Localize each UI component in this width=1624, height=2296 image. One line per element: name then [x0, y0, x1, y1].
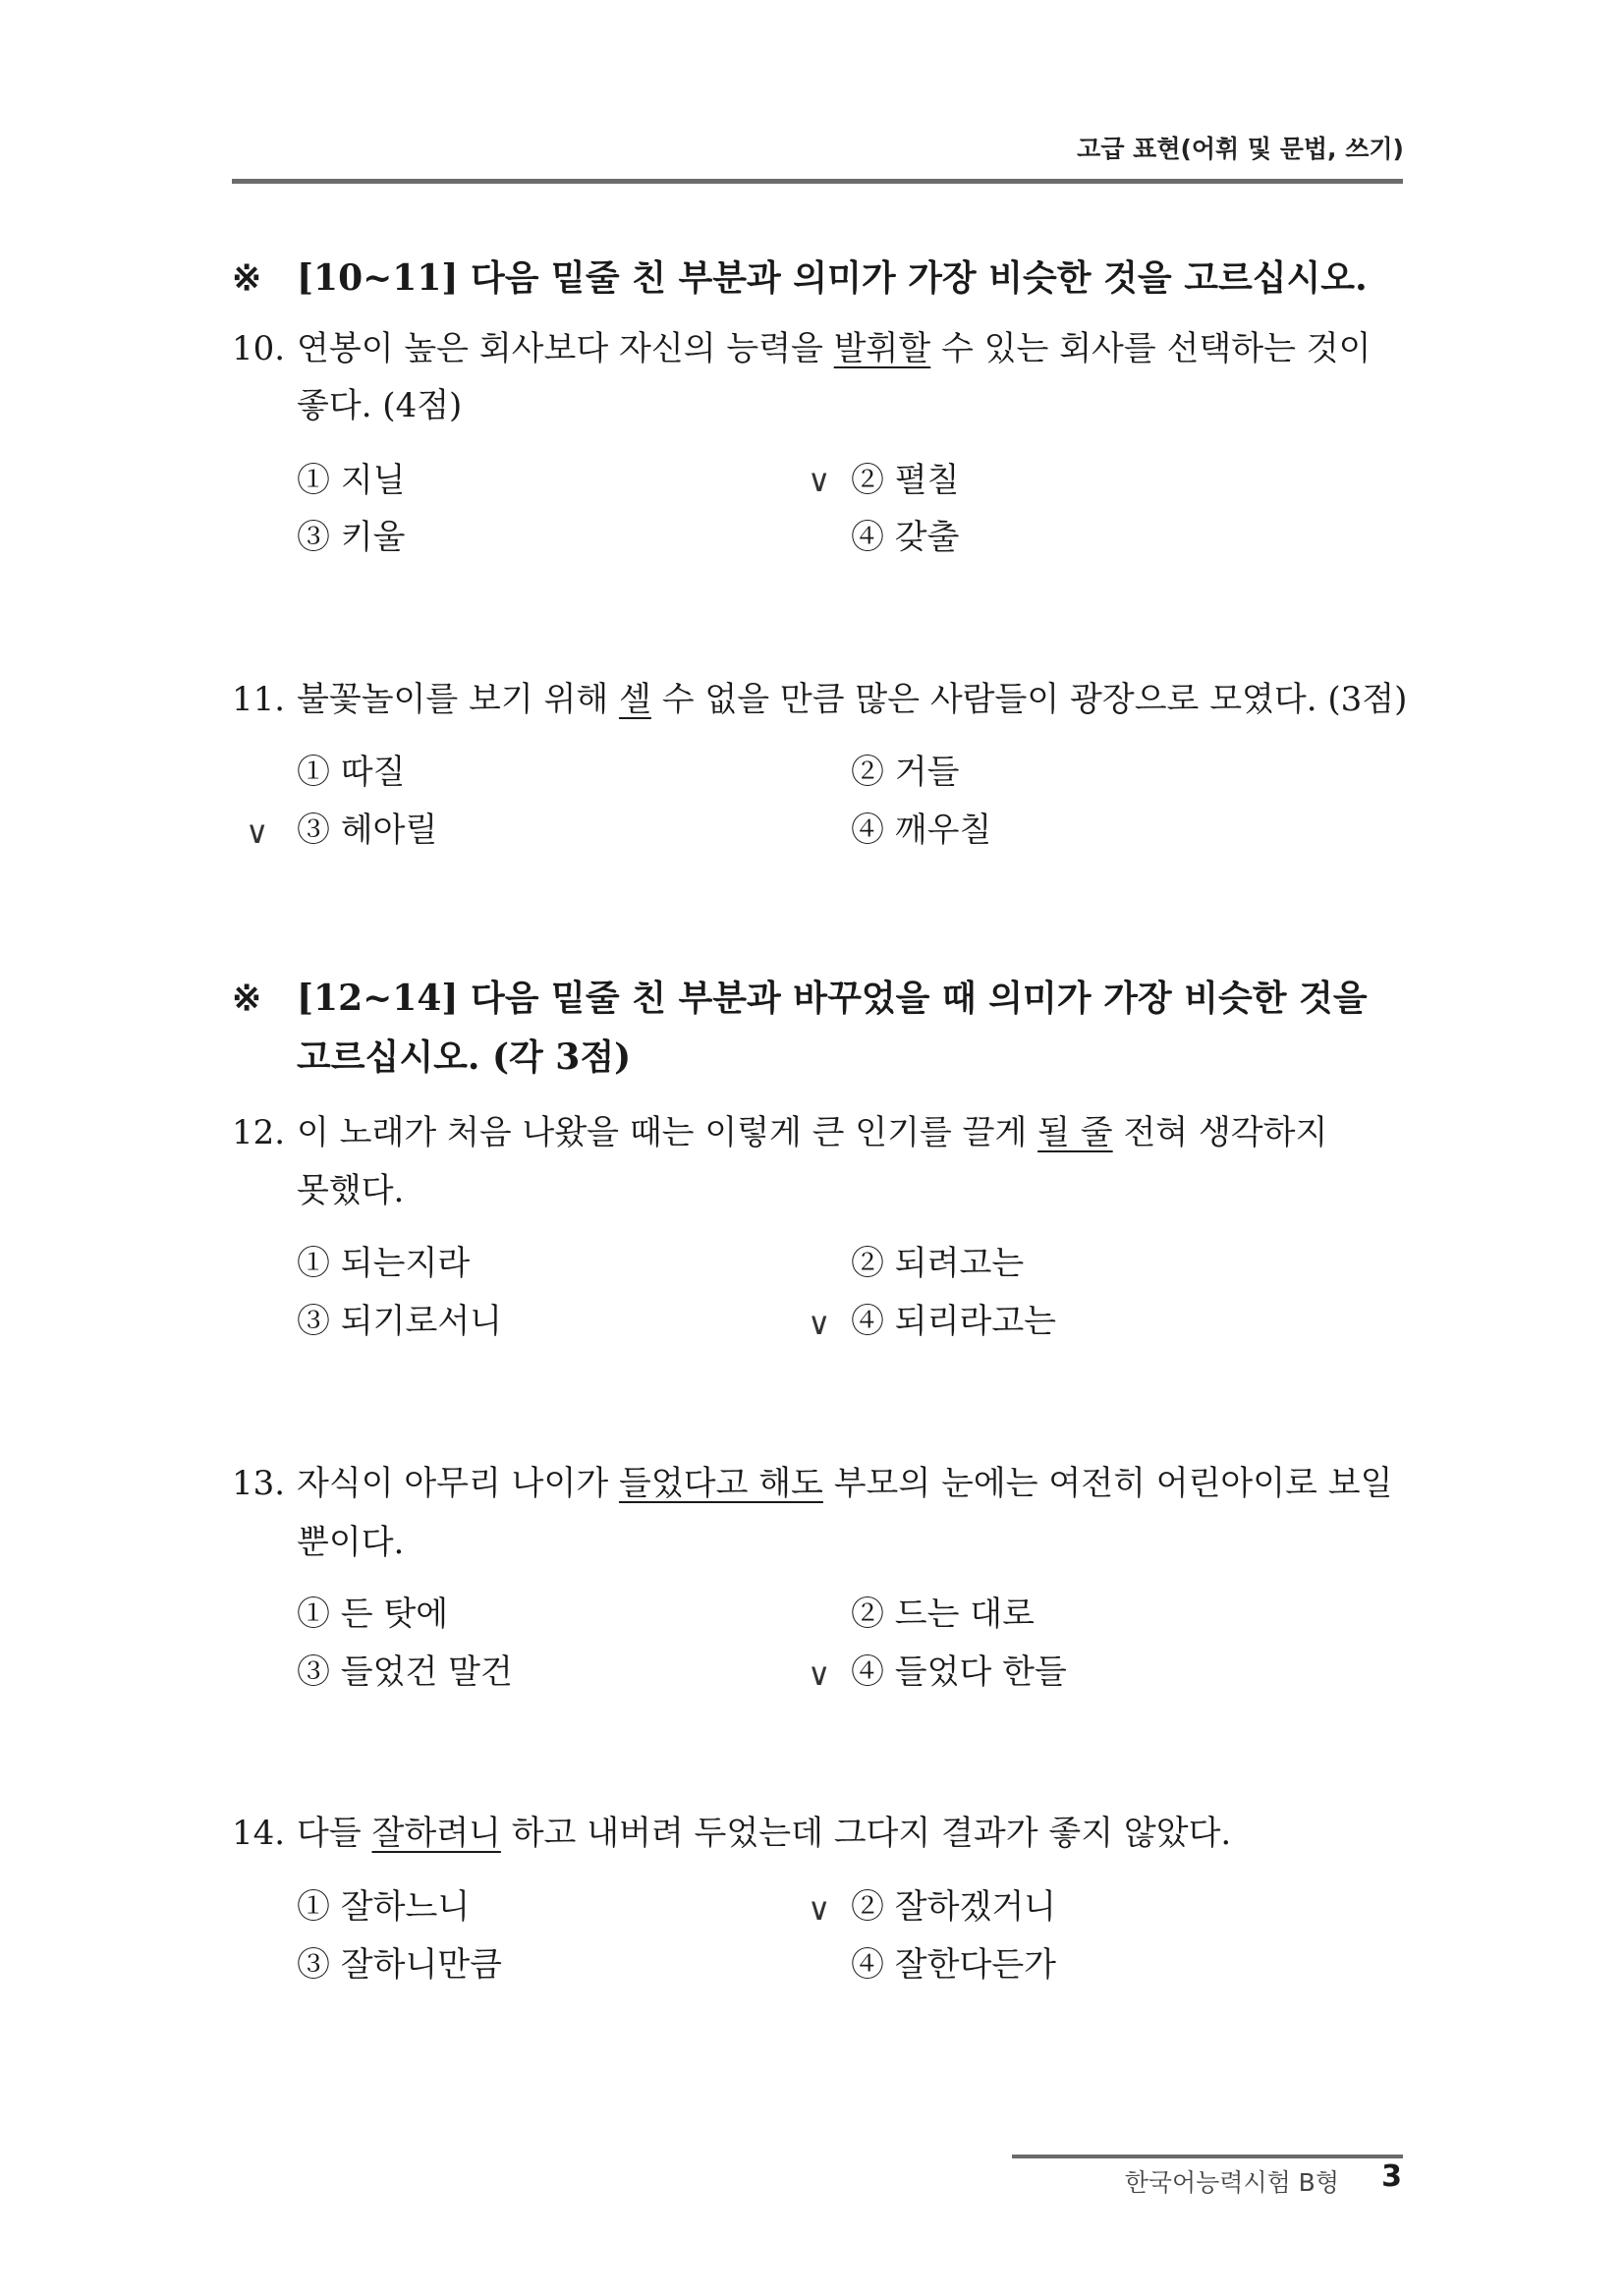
header-rule — [232, 179, 1403, 184]
underlined-phrase: 발휘할 — [833, 329, 931, 368]
question-text-post: 전혀 생각하지 — [1112, 1113, 1328, 1152]
q10-option-2[interactable]: ② 펼칠 — [851, 461, 960, 500]
check-mark: ∨ — [808, 462, 831, 499]
question-text-pre: 이 노래가 처음 나왔을 때는 이렇게 큰 인기를 끌게 — [297, 1113, 1038, 1152]
question-13-line2: 뿐이다. — [297, 1523, 405, 1562]
check-mark: ∨ — [808, 1890, 831, 1928]
question-14 — [232, 1805, 1231, 1862]
q11-option-4[interactable]: ④ 깨우칠 — [851, 811, 992, 850]
q13-option-4[interactable]: ④ 들었다 한들 — [851, 1652, 1067, 1692]
question-number: 12. — [232, 1113, 286, 1152]
q11-option-3[interactable]: ③ 헤아릴 — [297, 811, 438, 850]
q12-option-2[interactable]: ② 되려고는 — [851, 1244, 1025, 1283]
instruction-text: [10~11] 다음 밑줄 친 부분과 의미가 가장 비슷한 것을 고르십시오. — [297, 257, 1368, 299]
q14-option-4[interactable]: ④ 잘한다든가 — [851, 1945, 1057, 1985]
q14-option-1[interactable]: ① 잘하느니 — [297, 1887, 471, 1927]
underlined-phrase: 될 줄 — [1037, 1113, 1113, 1152]
question-12-line2: 못했다. — [297, 1171, 405, 1210]
question-text-post: 수 있는 회사를 선택하는 것이 — [930, 329, 1372, 368]
underlined-phrase: 잘하려니 — [371, 1814, 501, 1853]
q12-option-1[interactable]: ① 되는지라 — [297, 1244, 471, 1283]
q13-option-3[interactable]: ③ 들었건 말건 — [297, 1652, 513, 1692]
instruction-12-14-line2: 고르십시오. (각 3점) — [297, 1036, 632, 1078]
footer-text: 한국어능력시험 B형 — [1124, 2168, 1339, 2197]
question-text-post: 부모의 눈에는 여전히 어린아이로 보일 — [822, 1464, 1393, 1503]
question-10 — [232, 320, 1371, 377]
question-number: 13. — [232, 1464, 286, 1503]
check-mark: ∨ — [808, 1655, 831, 1693]
reference-mark: ※ — [232, 257, 262, 299]
question-text-pre: 불꽃놀이를 보기 위해 — [297, 680, 620, 719]
question-text-post: 하고 내버려 두었는데 그다지 결과가 좋지 않았다. — [500, 1814, 1232, 1853]
q13-option-1[interactable]: ① 든 탓에 — [297, 1595, 449, 1634]
footer-rule — [1012, 2155, 1403, 2158]
q10-option-3[interactable]: ③ 키울 — [297, 518, 406, 557]
question-12 — [232, 1104, 1327, 1161]
underlined-phrase: 셀 — [619, 680, 651, 719]
q12-option-3[interactable]: ③ 되기로서니 — [297, 1302, 503, 1341]
check-mark: ∨ — [246, 813, 269, 851]
question-text-pre: 자식이 아무리 나이가 — [297, 1464, 620, 1503]
question-number: 11. — [232, 680, 286, 719]
instruction-text: [12~14] 다음 밑줄 친 부분과 바꾸었을 때 의미가 가장 비슷한 것을 — [297, 978, 1368, 1019]
question-13 — [232, 1455, 1392, 1512]
question-number: 10. — [232, 329, 286, 368]
question-text-pre: 다들 — [297, 1814, 372, 1853]
q10-option-4[interactable]: ④ 갖출 — [851, 518, 960, 557]
q13-option-2[interactable]: ② 드는 대로 — [851, 1595, 1035, 1634]
page-number: 3 — [1381, 2159, 1402, 2194]
instruction-10-11 — [232, 250, 1368, 307]
q11-option-2[interactable]: ② 거들 — [851, 753, 960, 792]
q10-option-1[interactable]: ① 지닐 — [297, 461, 406, 500]
q11-option-1[interactable]: ① 따질 — [297, 753, 406, 792]
section-title: 고급 표현(어휘 및 문법, 쓰기) — [1077, 135, 1404, 163]
question-10-line2: 좋다. (4점) — [297, 386, 463, 425]
q12-option-4[interactable]: ④ 되리라고는 — [851, 1302, 1057, 1341]
reference-mark: ※ — [232, 978, 262, 1019]
question-text-post: 수 없을 만큼 많은 사람들이 광장으로 모였다. (3점) — [650, 680, 1408, 719]
underlined-phrase: 들었다고 해도 — [619, 1464, 823, 1503]
q14-option-2[interactable]: ② 잘하겠거니 — [851, 1887, 1057, 1927]
q14-option-3[interactable]: ③ 잘하니만큼 — [297, 1945, 503, 1985]
check-mark: ∨ — [808, 1305, 831, 1342]
question-number: 14. — [232, 1814, 286, 1853]
question-11 — [232, 671, 1407, 728]
question-text-pre: 연봉이 높은 회사보다 자신의 능력을 — [297, 329, 834, 368]
instruction-12-14 — [232, 970, 1368, 1027]
